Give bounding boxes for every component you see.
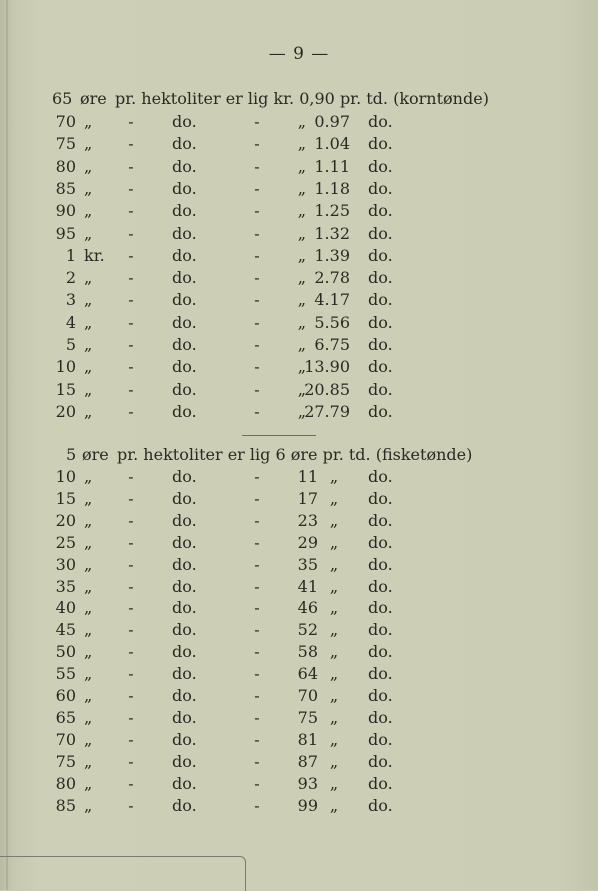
row-ditto: do. <box>368 554 393 574</box>
row-ditto-mark: „ <box>329 686 339 705</box>
row-dash: - <box>254 554 260 574</box>
row-ditto: do. <box>368 201 393 221</box>
row-unit: „ <box>84 401 93 421</box>
row-ditto: do. <box>368 178 393 198</box>
row-qty: 2 <box>65 268 76 288</box>
row-price: 64 <box>297 664 318 684</box>
table-row <box>0 356 598 378</box>
table-row <box>0 466 598 488</box>
row-unit: „ <box>84 729 93 749</box>
row-unit: kr. <box>84 245 105 265</box>
row-price: 23 <box>297 510 318 530</box>
table-row <box>0 312 598 334</box>
row-unit: „ <box>84 488 93 508</box>
table-row <box>0 707 598 729</box>
row-dash: - <box>128 290 134 310</box>
row-ditto: do. <box>172 335 197 354</box>
row-dash: - <box>128 554 134 574</box>
row-ditto-mark: „ <box>329 554 339 574</box>
row-dash: - <box>128 467 134 486</box>
row-dash: - <box>254 729 260 749</box>
row-ditto-mark: „ <box>297 312 306 332</box>
row-ditto: do. <box>368 642 393 662</box>
row-dash: - <box>254 576 260 596</box>
row-ditto: do. <box>368 467 393 486</box>
row-ditto: do. <box>172 510 197 530</box>
row-ditto: do. <box>172 686 197 705</box>
row-dash: - <box>254 268 260 288</box>
row-dash: - <box>128 223 134 243</box>
table-row <box>0 156 598 178</box>
row-dash: - <box>128 773 134 793</box>
row-ditto: do. <box>368 379 393 399</box>
row-price: 4.17 <box>314 290 350 310</box>
row-dash: - <box>128 664 134 684</box>
row-ditto: do. <box>172 751 197 771</box>
header-unit: øre <box>80 89 107 108</box>
row-ditto: do. <box>172 598 197 618</box>
row-ditto-mark: „ <box>329 751 339 771</box>
row-unit: „ <box>84 598 93 618</box>
row-dash: - <box>254 773 260 793</box>
row-ditto-mark: „ <box>297 201 306 221</box>
row-price: 0.97 <box>314 112 350 131</box>
row-qty: 10 <box>55 357 76 377</box>
row-price: 20.85 <box>304 379 350 399</box>
row-ditto: do. <box>368 773 393 793</box>
row-qty: 80 <box>55 156 76 176</box>
row-qty: 10 <box>55 467 76 486</box>
row-qty: 65 <box>55 707 76 727</box>
row-ditto: do. <box>172 729 197 749</box>
row-dash: - <box>254 401 260 421</box>
row-ditto-mark: „ <box>329 664 339 684</box>
row-qty: 95 <box>55 223 76 243</box>
table-row <box>0 773 598 795</box>
row-ditto: do. <box>172 134 197 154</box>
table-row <box>0 289 598 311</box>
table-row <box>0 488 598 510</box>
row-ditto: do. <box>368 620 393 640</box>
row-price: 46 <box>297 598 318 618</box>
row-ditto-mark: „ <box>329 598 339 618</box>
row-dash: - <box>128 156 134 176</box>
row-unit: „ <box>84 134 93 154</box>
row-unit: „ <box>84 112 93 131</box>
row-qty: 90 <box>55 201 76 221</box>
row-dash: - <box>254 134 260 154</box>
row-dash: - <box>254 312 260 332</box>
table-row <box>0 267 598 289</box>
row-dash: - <box>254 686 260 705</box>
row-ditto: do. <box>368 134 393 154</box>
row-dash: - <box>128 201 134 221</box>
row-qty: 20 <box>55 401 76 421</box>
row-ditto: do. <box>368 290 393 310</box>
row-ditto: do. <box>368 707 393 727</box>
row-dash: - <box>254 379 260 399</box>
row-dash: - <box>254 201 260 221</box>
row-qty: 85 <box>55 795 76 815</box>
row-ditto: do. <box>368 664 393 684</box>
row-ditto-mark: „ <box>329 773 339 793</box>
row-unit: „ <box>84 379 93 399</box>
row-price: 1.18 <box>314 178 350 198</box>
row-qty: 60 <box>55 686 76 705</box>
row-unit: „ <box>84 576 93 596</box>
row-ditto-mark: „ <box>297 290 306 310</box>
row-dash: - <box>254 156 260 176</box>
page-number: — 9 — <box>268 44 330 64</box>
row-dash: - <box>254 223 260 243</box>
row-ditto-mark: „ <box>297 134 306 154</box>
table-row <box>0 751 598 773</box>
row-qty: 85 <box>55 178 76 198</box>
table-row <box>0 510 598 532</box>
row-dash: - <box>128 751 134 771</box>
table-row <box>0 334 598 356</box>
row-unit: „ <box>84 335 93 354</box>
row-unit: „ <box>84 510 93 530</box>
row-dash: - <box>128 488 134 508</box>
row-dash: - <box>128 379 134 399</box>
row-price: 58 <box>297 642 318 662</box>
row-ditto-mark: „ <box>329 576 339 596</box>
row-ditto: do. <box>172 488 197 508</box>
row-ditto: do. <box>368 598 393 618</box>
row-qty: 15 <box>55 488 76 508</box>
row-ditto: do. <box>172 379 197 399</box>
row-ditto-mark: „ <box>329 642 339 662</box>
row-qty: 50 <box>55 642 76 662</box>
row-qty: 4 <box>65 312 76 332</box>
row-dash: - <box>254 795 260 815</box>
row-dash: - <box>128 357 134 377</box>
row-dash: - <box>254 467 260 486</box>
row-ditto: do. <box>172 795 197 815</box>
row-ditto-mark: „ <box>329 707 339 727</box>
row-price: 93 <box>297 773 318 793</box>
table-row <box>0 663 598 685</box>
row-dash: - <box>254 112 260 131</box>
row-unit: „ <box>84 357 93 377</box>
row-unit: „ <box>84 707 93 727</box>
row-ditto-mark: „ <box>297 379 306 399</box>
header-text: pr. hektoliter er lig kr. 0,90 pr. td. (korntønde) <box>115 89 489 108</box>
row-dash: - <box>128 335 134 354</box>
row-dash: - <box>254 245 260 265</box>
row-ditto-mark: „ <box>297 401 306 421</box>
row-ditto: do. <box>172 401 197 421</box>
row-ditto: do. <box>172 178 197 198</box>
header-unit: øre <box>82 445 109 464</box>
row-dash: - <box>128 134 134 154</box>
row-ditto-mark: „ <box>297 112 306 131</box>
row-ditto: do. <box>172 576 197 596</box>
row-unit: „ <box>84 686 93 705</box>
row-unit: „ <box>84 751 93 771</box>
row-price: 29 <box>297 532 318 552</box>
row-ditto: do. <box>368 751 393 771</box>
row-ditto: do. <box>368 401 393 421</box>
row-unit: „ <box>84 268 93 288</box>
row-ditto: do. <box>172 290 197 310</box>
row-ditto: do. <box>172 245 197 265</box>
row-price: 27.79 <box>304 401 350 421</box>
table-row <box>0 223 598 245</box>
row-price: 11 <box>297 467 318 486</box>
row-price: 1.25 <box>314 201 350 221</box>
row-dash: - <box>254 290 260 310</box>
row-price: 2.78 <box>314 268 350 288</box>
row-ditto-mark: „ <box>329 510 339 530</box>
table-header-row <box>0 444 598 466</box>
header-text: pr. hektoliter er lig 6 øre pr. td. (fisketønde) <box>117 445 473 464</box>
row-ditto: do. <box>172 268 197 288</box>
row-qty: 55 <box>55 664 76 684</box>
row-dash: - <box>128 112 134 131</box>
row-qty: 70 <box>55 729 76 749</box>
row-ditto: do. <box>368 576 393 596</box>
table-row <box>0 200 598 222</box>
row-dash: - <box>128 401 134 421</box>
row-ditto-mark: „ <box>297 156 306 176</box>
table-row <box>0 178 598 200</box>
table-row <box>0 379 598 401</box>
row-ditto: do. <box>368 488 393 508</box>
row-ditto: do. <box>368 795 393 815</box>
row-ditto-mark: „ <box>297 178 306 198</box>
table-row <box>0 245 598 267</box>
row-price: 1.11 <box>314 156 350 176</box>
row-dash: - <box>128 312 134 332</box>
row-dash: - <box>128 178 134 198</box>
row-unit: „ <box>84 554 93 574</box>
table-row <box>0 576 598 598</box>
row-price: 6.75 <box>314 335 350 354</box>
row-price: 81 <box>297 729 318 749</box>
row-dash: - <box>254 488 260 508</box>
row-ditto: do. <box>368 268 393 288</box>
row-ditto: do. <box>172 532 197 552</box>
row-unit: „ <box>84 642 93 662</box>
row-dash: - <box>254 707 260 727</box>
row-unit: „ <box>84 620 93 640</box>
row-dash: - <box>128 510 134 530</box>
row-ditto: do. <box>368 686 393 705</box>
row-qty: 1 <box>65 245 76 265</box>
row-dash: - <box>128 620 134 640</box>
row-ditto: do. <box>172 554 197 574</box>
row-unit: „ <box>84 312 93 332</box>
row-ditto-mark: „ <box>297 335 306 354</box>
row-price: 70 <box>297 686 318 705</box>
table-row <box>0 597 598 619</box>
row-dash: - <box>128 576 134 596</box>
row-qty: 15 <box>55 379 76 399</box>
table-row <box>0 685 598 707</box>
row-unit: „ <box>84 223 93 243</box>
row-dash: - <box>128 598 134 618</box>
row-unit: „ <box>84 664 93 684</box>
row-dash: - <box>128 532 134 552</box>
row-dash: - <box>254 751 260 771</box>
row-price: 5.56 <box>314 312 350 332</box>
row-dash: - <box>254 532 260 552</box>
row-qty: 25 <box>55 532 76 552</box>
row-qty: 80 <box>55 773 76 793</box>
table-row <box>0 729 598 751</box>
row-ditto-mark: „ <box>329 488 339 508</box>
row-dash: - <box>128 795 134 815</box>
row-ditto: do. <box>172 156 197 176</box>
row-ditto: do. <box>172 707 197 727</box>
row-unit: „ <box>84 795 93 815</box>
row-unit: „ <box>84 467 93 486</box>
row-ditto: do. <box>172 467 197 486</box>
row-ditto: do. <box>172 620 197 640</box>
row-ditto: do. <box>368 156 393 176</box>
row-price: 99 <box>297 795 318 815</box>
section-divider <box>242 435 316 436</box>
row-qty: 40 <box>55 598 76 618</box>
row-dash: - <box>254 335 260 354</box>
row-dash: - <box>128 707 134 727</box>
row-price: 17 <box>297 488 318 508</box>
row-ditto-mark: „ <box>297 268 306 288</box>
row-dash: - <box>254 178 260 198</box>
row-dash: - <box>254 664 260 684</box>
row-ditto-mark: „ <box>297 245 306 265</box>
row-ditto-mark: „ <box>297 357 306 377</box>
row-price: 13.90 <box>304 357 350 377</box>
table-row <box>0 111 598 133</box>
table-row <box>0 641 598 663</box>
table-row <box>0 401 598 423</box>
row-dash: - <box>254 510 260 530</box>
row-ditto: do. <box>368 245 393 265</box>
row-ditto: do. <box>368 312 393 332</box>
row-unit: „ <box>84 178 93 198</box>
row-price: 1.39 <box>314 245 350 265</box>
row-unit: „ <box>84 201 93 221</box>
row-ditto: do. <box>172 664 197 684</box>
row-unit: „ <box>84 156 93 176</box>
row-unit: „ <box>84 773 93 793</box>
row-ditto-mark: „ <box>329 795 339 815</box>
row-ditto-mark: „ <box>297 223 306 243</box>
header-qty: 5 <box>66 445 77 464</box>
row-ditto: do. <box>368 532 393 552</box>
row-ditto: do. <box>172 642 197 662</box>
row-qty: 30 <box>55 554 76 574</box>
row-ditto-mark: „ <box>329 467 339 486</box>
row-ditto: do. <box>172 201 197 221</box>
row-dash: - <box>254 357 260 377</box>
row-dash: - <box>128 642 134 662</box>
row-ditto: do. <box>172 773 197 793</box>
row-dash: - <box>128 686 134 705</box>
row-dash: - <box>254 642 260 662</box>
row-dash: - <box>128 268 134 288</box>
row-qty: 35 <box>55 576 76 596</box>
row-ditto-mark: „ <box>329 532 339 552</box>
row-qty: 3 <box>65 290 76 310</box>
header-qty: 65 <box>52 89 73 108</box>
row-qty: 20 <box>55 510 76 530</box>
row-price: 75 <box>297 707 318 727</box>
row-qty: 45 <box>55 620 76 640</box>
table-row <box>0 532 598 554</box>
row-ditto: do. <box>368 335 393 354</box>
row-unit: „ <box>84 532 93 552</box>
row-qty: 75 <box>55 134 76 154</box>
row-dash: - <box>254 598 260 618</box>
table-header-row <box>0 88 598 110</box>
row-dash: - <box>128 729 134 749</box>
row-price: 41 <box>297 576 318 596</box>
table-row <box>0 133 598 155</box>
row-ditto: do. <box>172 312 197 332</box>
page-tab-edge <box>0 856 246 891</box>
row-ditto: do. <box>368 112 393 131</box>
row-price: 87 <box>297 751 318 771</box>
row-dash: - <box>254 620 260 640</box>
row-ditto: do. <box>172 223 197 243</box>
row-price: 35 <box>297 554 318 574</box>
row-ditto: do. <box>368 729 393 749</box>
row-ditto: do. <box>172 357 197 377</box>
table-row <box>0 554 598 576</box>
row-ditto: do. <box>368 510 393 530</box>
row-dash: - <box>128 245 134 265</box>
row-ditto-mark: „ <box>329 729 339 749</box>
row-qty: 5 <box>65 335 76 354</box>
row-qty: 75 <box>55 751 76 771</box>
row-ditto-mark: „ <box>329 620 339 640</box>
row-price: 52 <box>297 620 318 640</box>
row-ditto: do. <box>368 223 393 243</box>
row-price: 1.04 <box>314 134 350 154</box>
table-row <box>0 795 598 817</box>
row-ditto: do. <box>368 357 393 377</box>
table-row <box>0 619 598 641</box>
row-unit: „ <box>84 290 93 310</box>
row-qty: 70 <box>55 112 76 131</box>
row-ditto: do. <box>172 112 197 131</box>
row-price: 1.32 <box>314 223 350 243</box>
